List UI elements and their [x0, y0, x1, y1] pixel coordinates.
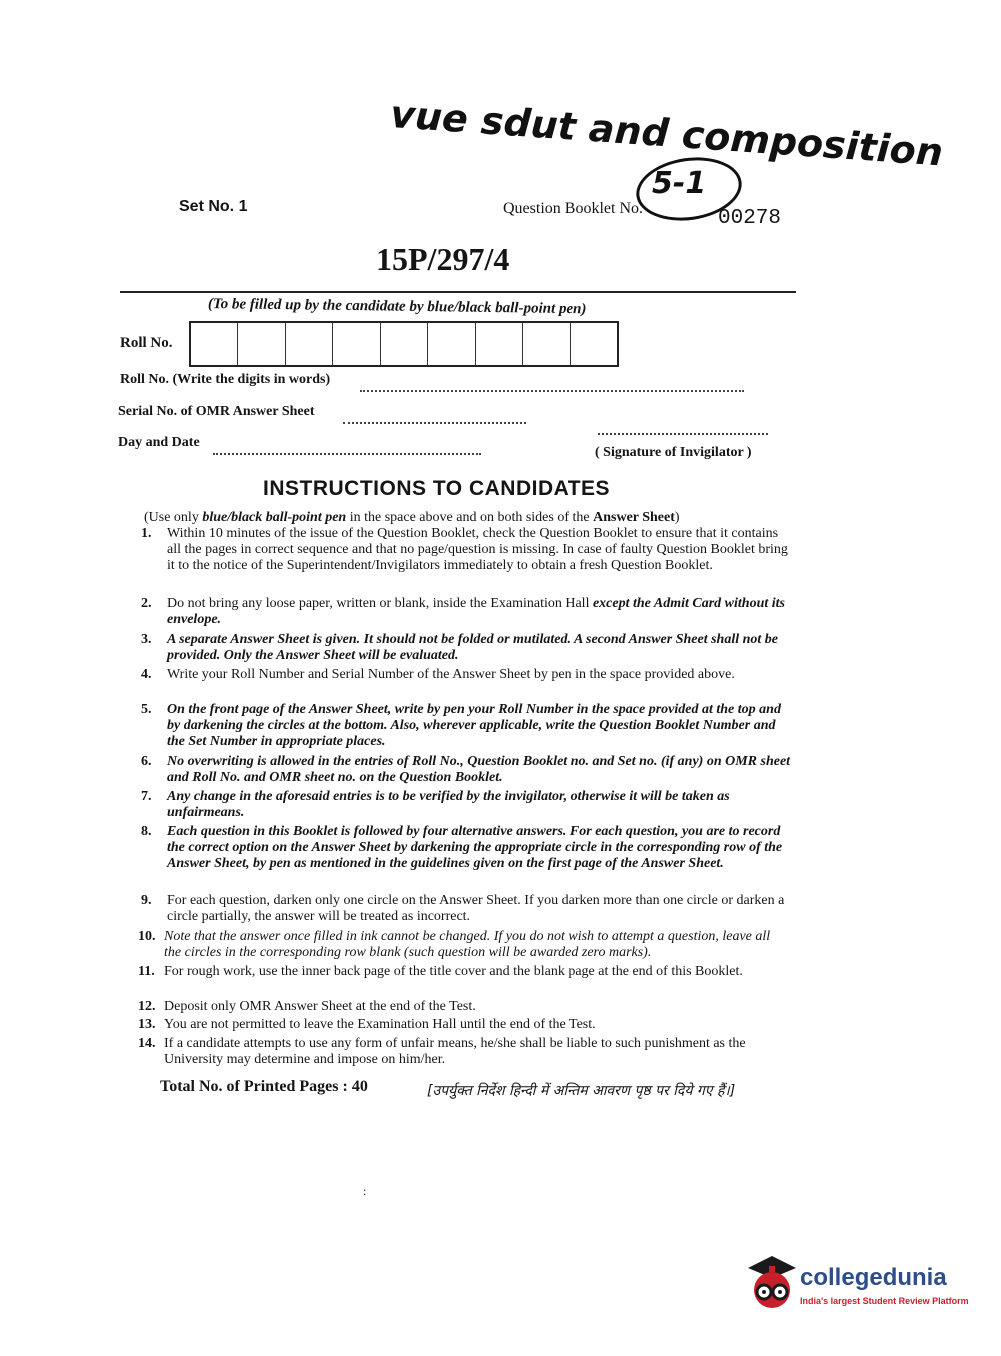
roll-digit-box[interactable]	[333, 323, 380, 365]
serial-omr-label: Serial No. of OMR Answer Sheet	[118, 404, 315, 419]
day-date-label: Day and Date	[118, 435, 200, 450]
subtitle-pre: (Use only	[144, 510, 203, 525]
roll-digit-box[interactable]	[238, 323, 285, 365]
hindi-note: [उपर्युक्त निर्देश हिन्दी में अन्तिम आवरण पृष्ठ पर दिये गए हैं।]	[427, 1083, 736, 1099]
collegedunia-logo[interactable]	[742, 1250, 972, 1320]
signature-label: ( Signature of Invigilator )	[595, 445, 752, 460]
total-pages: Total No. of Printed Pages : 40	[160, 1078, 368, 1095]
roll-no-boxes[interactable]	[189, 321, 619, 367]
fill-instruction: (To be filled up by the candidate by blue/black ball-point pen)	[207, 296, 587, 318]
question-booklet-label: Question Booklet No.	[503, 200, 643, 217]
stray-mark: :	[363, 1184, 367, 1198]
instructions-subtitle	[144, 510, 680, 526]
roll-words-line[interactable]	[360, 376, 744, 392]
paper-code: 15P/297/4	[376, 241, 510, 277]
signature-line[interactable]	[598, 419, 768, 435]
roll-digit-box[interactable]	[428, 323, 475, 365]
subtitle-mid: in the space above and on both sides of the	[346, 510, 594, 525]
roll-words-label: Roll No. (Write the digits in words)	[120, 372, 331, 387]
logo-tagline: India's largest Student Review Platform	[800, 1296, 969, 1306]
subtitle-bold: Answer Sheet	[593, 510, 675, 525]
serial-omr-line[interactable]	[343, 408, 526, 424]
subtitle-emphasis: blue/black ball-point pen	[202, 510, 347, 525]
instructions-title: INSTRUCTIONS TO CANDIDATES	[263, 477, 611, 500]
mascot-icon	[742, 1250, 798, 1312]
set-number: Set No. 1	[179, 198, 248, 215]
roll-no-label: Roll No.	[120, 335, 173, 351]
roll-digit-box[interactable]	[523, 323, 570, 365]
subtitle-end: )	[674, 510, 680, 525]
logo-name: collegedunia	[800, 1264, 947, 1291]
top-rule	[120, 291, 796, 293]
roll-digit-box[interactable]	[571, 323, 617, 365]
roll-digit-box[interactable]	[381, 323, 428, 365]
circled-mark-text: 5-1	[652, 166, 707, 201]
roll-digit-box[interactable]	[476, 323, 523, 365]
handwritten-note: vue sdut and composition	[388, 92, 945, 175]
roll-digit-box[interactable]	[286, 323, 333, 365]
day-date-line[interactable]	[213, 439, 481, 455]
roll-digit-box[interactable]	[191, 323, 238, 365]
question-booklet-number: 00278	[718, 207, 782, 230]
